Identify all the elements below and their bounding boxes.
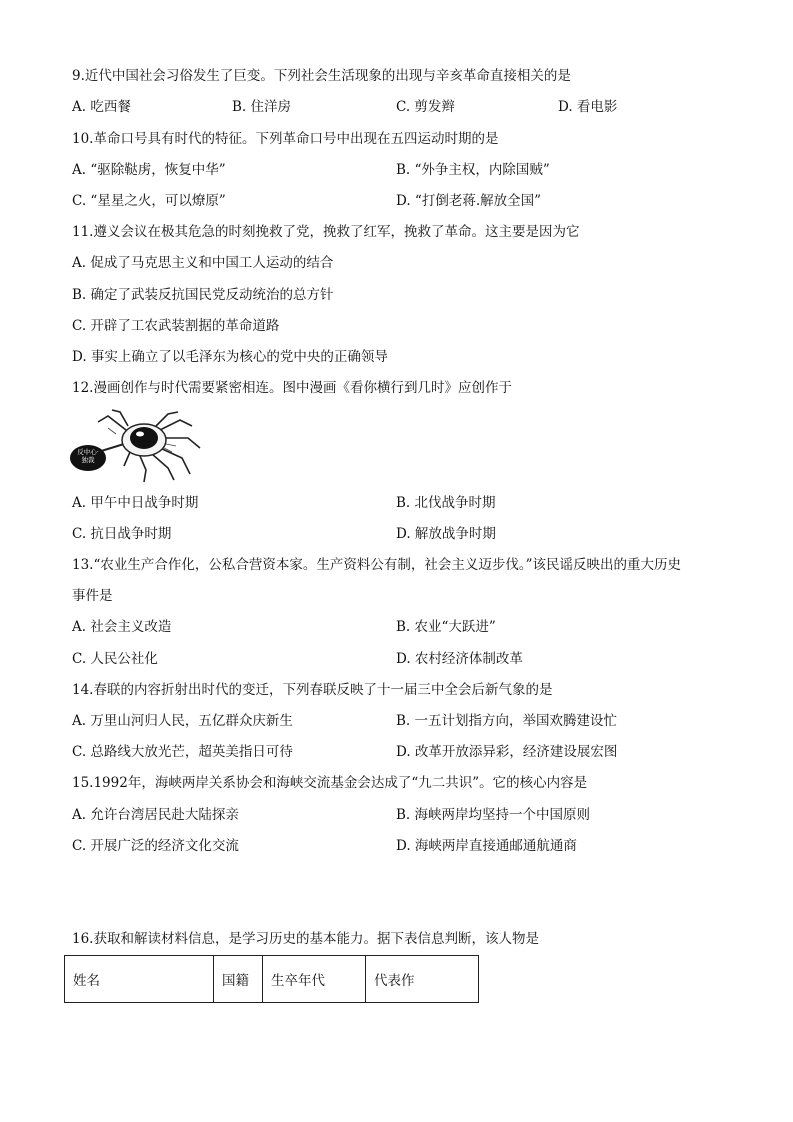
table-header-works: 代表作 — [366, 956, 479, 1003]
q12-option-d[interactable]: D. 解放战争时期 — [396, 526, 496, 542]
cartoon-sign-text: 反中心·独裁 — [77, 448, 99, 464]
q15-option-a[interactable]: A. 允许台湾居民赴大陆探亲 — [72, 807, 239, 823]
q13-option-c[interactable]: C. 人民公社化 — [72, 651, 158, 667]
table-row — [65, 956, 479, 1003]
q10-option-a[interactable]: A. “驱除鞑虏，恢复中华” — [72, 162, 226, 178]
table-header-name: 姓名 — [65, 956, 214, 1003]
person-info-table — [64, 955, 479, 1003]
q9-option-c[interactable]: C. 剪发辫 — [396, 99, 455, 115]
q10-option-d[interactable]: D. “打倒老蒋.解放全国” — [396, 193, 542, 209]
question-15-stem: 15.1992年，海峡两岸关系协会和海峡交流基金会达成了“九二共识”。它的核心内容是 — [72, 775, 588, 791]
question-12-stem: 12.漫画创作与时代需要紧密相连。图中漫画《看你横行到几时》应创作于 — [72, 380, 512, 396]
table-header-nationality: 国籍 — [214, 956, 263, 1003]
q9-option-b[interactable]: B. 住洋房 — [232, 99, 292, 115]
question-11-stem: 11.遵义会议在极其危急的时刻挽救了党，挽救了红军，挽救了革命。这主要是因为它 — [72, 224, 580, 240]
q13-option-a[interactable]: A. 社会主义改造 — [72, 619, 172, 635]
q9-option-a[interactable]: A. 吃西餐 — [72, 99, 131, 115]
q11-option-a[interactable]: A. 促成了马克思主义和中国工人运动的结合 — [72, 255, 334, 271]
question-16-stem: 16.获取和解读材料信息，是学习历史的基本能力。据下表信息判断，该人物是 — [72, 931, 539, 947]
question-14-stem: 14.春联的内容折射出时代的变迁，下列春联反映了十一届三中全会后新气象的是 — [72, 682, 553, 698]
q13-option-d[interactable]: D. 农村经济体制改革 — [396, 651, 523, 667]
q11-option-c[interactable]: C. 开辟了工农武装割据的革命道路 — [72, 318, 280, 334]
q12-option-a[interactable]: A. 甲午中日战争时期 — [72, 495, 199, 511]
q14-option-c[interactable]: C. 总路线大放光芒，超英美指日可待 — [72, 744, 293, 760]
q11-option-b[interactable]: B. 确定了武装反抗国民党反动统治的总方针 — [72, 287, 334, 303]
q15-option-c[interactable]: C. 开展广泛的经济文化交流 — [72, 838, 239, 854]
crab-cartoon-image — [68, 408, 208, 484]
q10-option-b[interactable]: B. “外争主权，内除国贼” — [396, 162, 550, 178]
q10-option-c[interactable]: C. “星星之火，可以燎原” — [72, 193, 226, 209]
question-13-stem-cont: 事件是 — [72, 588, 113, 604]
q9-option-d[interactable]: D. 看电影 — [558, 99, 618, 115]
q12-option-b[interactable]: B. 北伐战争时期 — [396, 495, 496, 511]
question-10-stem: 10.革命口号具有时代的特征。下列革命口号中出现在五四运动时期的是 — [72, 131, 499, 147]
q12-option-c[interactable]: C. 抗日战争时期 — [72, 526, 172, 542]
question-13-stem: 13.“农业生产合作化，公私合营资本家。生产资料公有制，社会主义迈步伐。”该民谣反映出的重大历史 — [72, 557, 682, 573]
q14-option-b[interactable]: B. 一五计划指方向，举国欢腾建设忙 — [396, 713, 618, 729]
q15-option-b[interactable]: B. 海峡两岸均坚持一个中国原则 — [396, 807, 591, 823]
q14-option-a[interactable]: A. 万里山河归人民，五亿群众庆新生 — [72, 713, 293, 729]
question-9-stem: 9.近代中国社会习俗发生了巨变。下列社会生活现象的出现与辛亥革命直接相关的是 — [72, 68, 571, 84]
table-header-lifespan: 生卒年代 — [263, 956, 366, 1003]
q11-option-d[interactable]: D. 事实上确立了以毛泽东为核心的党中央的正确领导 — [72, 349, 388, 365]
q15-option-d[interactable]: D. 海峡两岸直接通邮通航通商 — [396, 838, 577, 854]
q14-option-d[interactable]: D. 改革开放添异彩，经济建设展宏图 — [396, 744, 618, 760]
q13-option-b[interactable]: B. 农业“大跃进” — [396, 619, 496, 635]
